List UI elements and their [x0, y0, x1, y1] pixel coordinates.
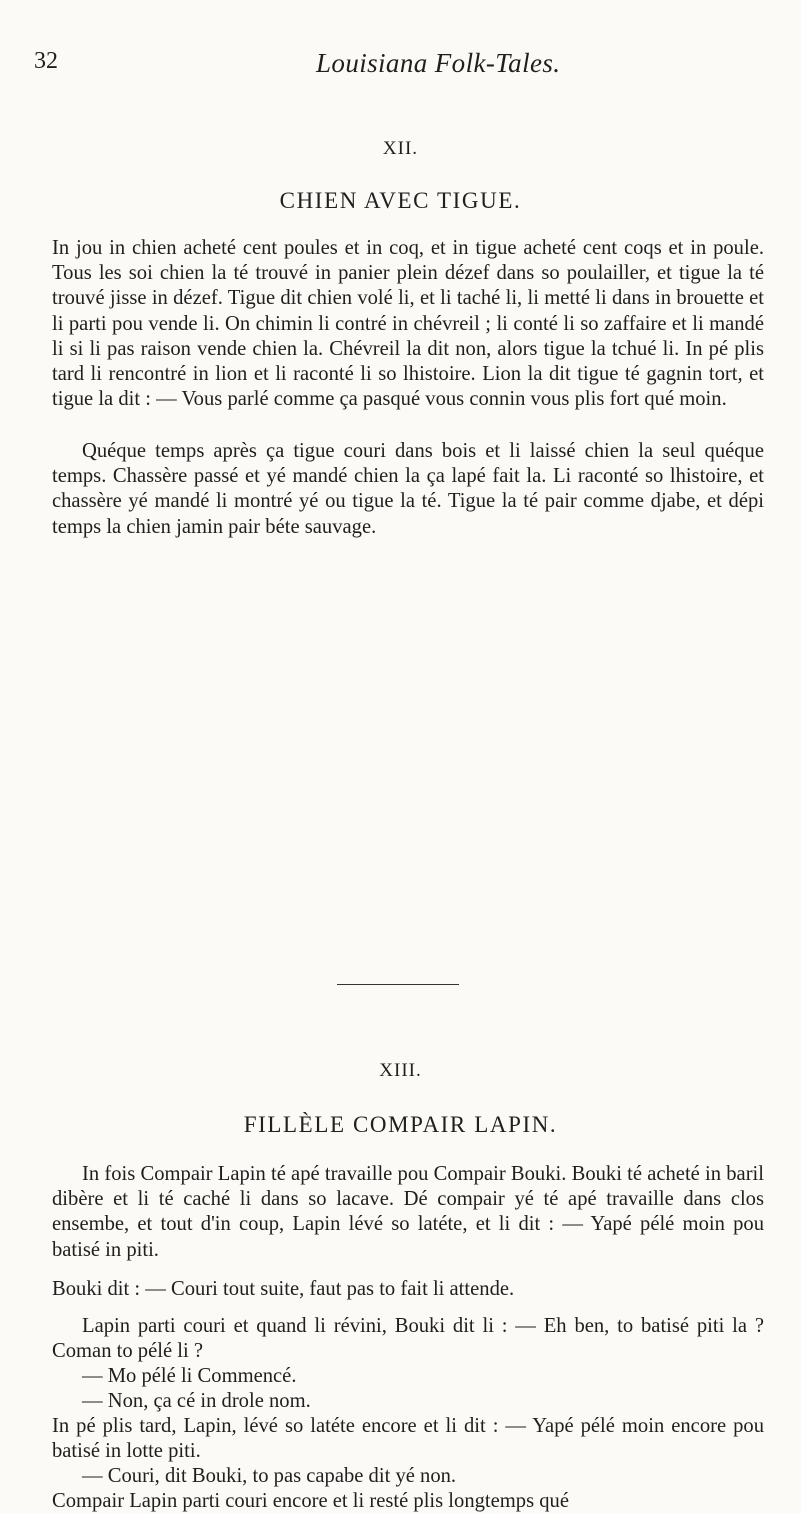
story-13-paragraph-4: — Mo pélé li Commencé.	[82, 1365, 297, 1387]
page-header	[34, 48, 774, 88]
story-12-numeral: XII.	[382, 138, 419, 159]
story-13-paragraph-5: — Non, ça cé in drole nom.	[82, 1390, 311, 1412]
story-13-paragraph-3: Lapin parti couri et quand li révini, Bouki dit li : — Eh ben, to batisé piti la ? Coman to pélé li ?	[52, 1315, 764, 1363]
story-12-paragraph-2: Quéque temps après ça tigue couri dans bois et li laissé chien la seul quéque temps. Chassère passé et yé mandé chien la ça lapé fait la. Li raconté so lhistoire, et chassère yé mandé li montré yé ou tigue la té. Tigue la té pair comme djabe, et dépi temps la chien jamin pair béte sauvage.	[52, 440, 764, 538]
running-title: Louisiana Folk-Tales.	[316, 48, 561, 78]
story-13-paragraph-1: In fois Compair Lapin té apé travaille pou Compair Bouki. Bouki té acheté in baril dibère et li té caché li dans so lacave. Dé compair yé té apé travaille dans clos ensembe, et tout d'in coup, Lapin lévé so latéte, et li dit : — Yapé pélé moin pou batisé in piti.	[52, 1163, 764, 1261]
section-divider	[337, 984, 459, 985]
story-13-paragraph-7: — Couri, dit Bouki, to pas capabe dit yé non.	[82, 1465, 457, 1487]
page-number: 32	[34, 48, 58, 74]
story-13-paragraph-2: Bouki dit : — Couri tout suite, faut pas to fait li attende.	[52, 1278, 515, 1300]
story-12-paragraph-1: In jou in chien acheté cent poules et in coq, et in tigue acheté cent coqs et in poule. Tous les soi chien la té trouvé in panier plein dézef dans so poulailler, et tigue la té trouvé jisse in dézef. Tigue dit chien volé li, et li taché li, li metté li dans in brouette et li parti pou vende li. On chimin li contré in chévreil ; li conté li so zaffaire et li mandé li si li pas raison vende chien la. Chévreil la dit non, alors tigue la tchué li. In pé plis tard li rencontré in lion et li raconté li so lhistoire. Lion la dit tigue té gagnin tort, et tigue la dit : — Vous parlé comme ça pasqué vous connin vous plis fort qué moin.	[52, 237, 764, 411]
story-13-paragraph-8: Compair Lapin parti couri encore et li resté plis longtemps qué	[52, 1490, 569, 1512]
story-12-title: CHIEN AVEC TIGUE.	[279, 188, 522, 213]
story-13-numeral: XIII.	[379, 1060, 422, 1081]
story-13-paragraph-6: In pé plis tard, Lapin, lévé so latéte encore et li dit : — Yapé pélé moin encore pou batisé in lotte piti.	[52, 1415, 764, 1463]
story-13-title: FILLÈLE COMPAIR LAPIN.	[243, 1112, 558, 1137]
